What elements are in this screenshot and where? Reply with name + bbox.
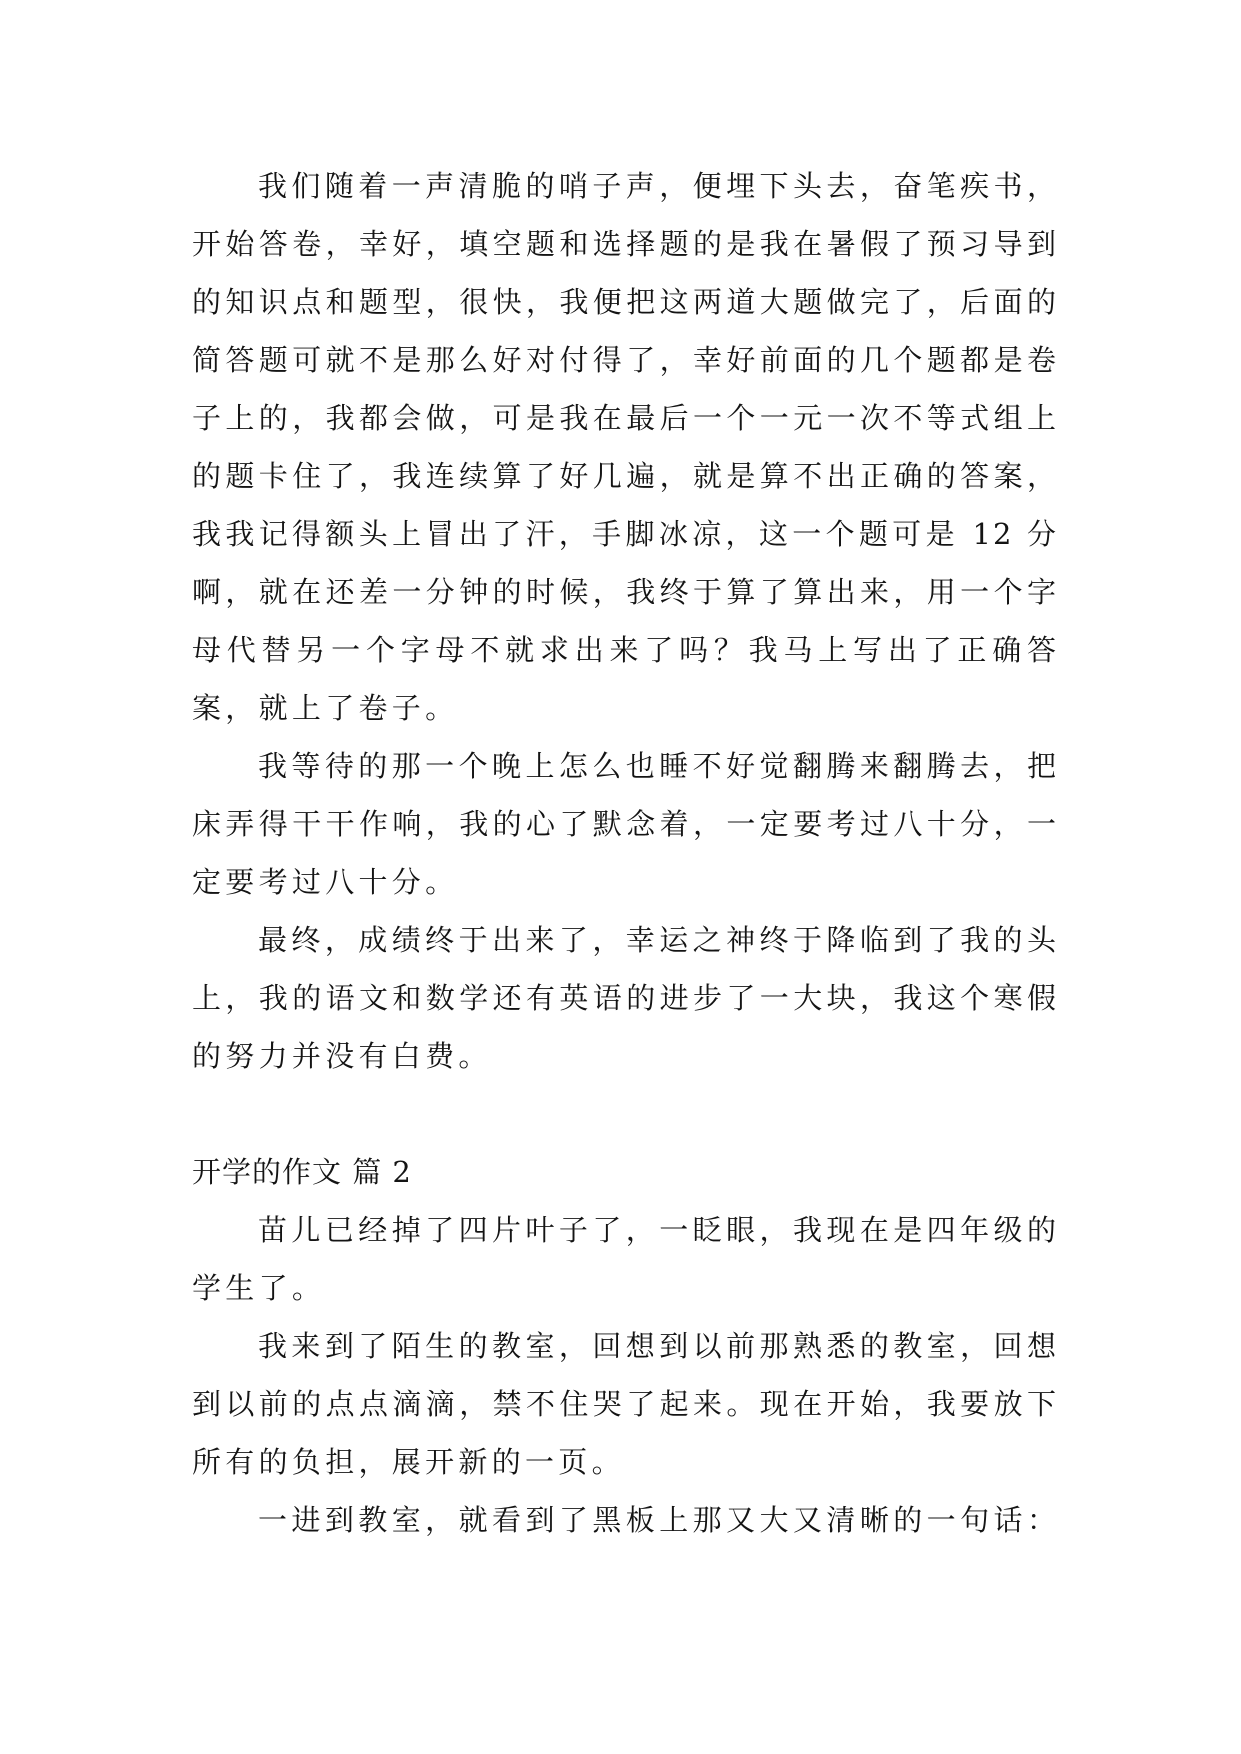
text-line: 的题卡住了，我连续算了好几遍，就是算不出正确的答案， (192, 459, 1058, 493)
text-line: 的努力并没有白费。 (192, 1039, 492, 1073)
text-line: 到以前的点点滴滴，禁不住哭了起来。现在开始，我要放下 (192, 1387, 1058, 1421)
paragraph (192, 1201, 1058, 1317)
text-line: 苗儿已经掉了四片叶子了，一眨眼，我现在是四年级的 (258, 1213, 1058, 1247)
text-line: 床弄得干干作响，我的心了默念着，一定要考过八十分，一 (192, 807, 1058, 841)
text-line: 我我记得额头上冒出了汗，手脚冰凉，这一个题可是 12 分 (192, 517, 1058, 551)
text-line: 上，我的语文和数学还有英语的进步了一大块，我这个寒假 (192, 981, 1058, 1015)
text-line: 啊，就在还差一分钟的时候，我终于算了算出来，用一个字 (192, 575, 1058, 609)
text-line: 案，就上了卷子。 (192, 691, 459, 725)
text-line: 学生了。 (192, 1271, 326, 1305)
text-line: 我来到了陌生的教室，回想到以前那熟悉的教室，回想 (258, 1329, 1058, 1363)
blank-line (192, 1085, 1058, 1143)
text-line: 我们随着一声清脆的哨子声，便埋下头去，奋笔疾书， (258, 169, 1058, 203)
paragraph (192, 157, 1058, 737)
text-line: 一进到教室，就看到了黑板上那又大又清晰的一句话： (258, 1503, 1058, 1537)
text-line: 母代替另一个字母不就求出来了吗？我马上写出了正确答 (192, 633, 1058, 667)
text-line: 的知识点和题型，很快，我便把这两道大题做完了，后面的 (192, 285, 1058, 319)
paragraph (192, 911, 1058, 1085)
paragraph (192, 737, 1058, 911)
text-line: 最终，成绩终于出来了，幸运之神终于降临到了我的头 (258, 923, 1058, 957)
text-line: 所有的负担，展开新的一页。 (192, 1445, 625, 1479)
text-line: 子上的，我都会做，可是我在最后一个一元一次不等式组上 (192, 401, 1058, 435)
paragraph (192, 1491, 1058, 1549)
paragraph (192, 1317, 1058, 1491)
section-heading: 开学的作文 篇 2 (192, 1155, 412, 1189)
document-body (192, 157, 1058, 1549)
text-line: 简答题可就不是那么好对付得了，幸好前面的几个题都是卷 (192, 343, 1058, 377)
text-line: 开始答卷，幸好，填空题和选择题的是我在暑假了预习导到 (192, 227, 1058, 261)
text-line: 定要考过八十分。 (192, 865, 459, 899)
text-line: 我等待的那一个晚上怎么也睡不好觉翻腾来翻腾去，把 (258, 749, 1058, 783)
